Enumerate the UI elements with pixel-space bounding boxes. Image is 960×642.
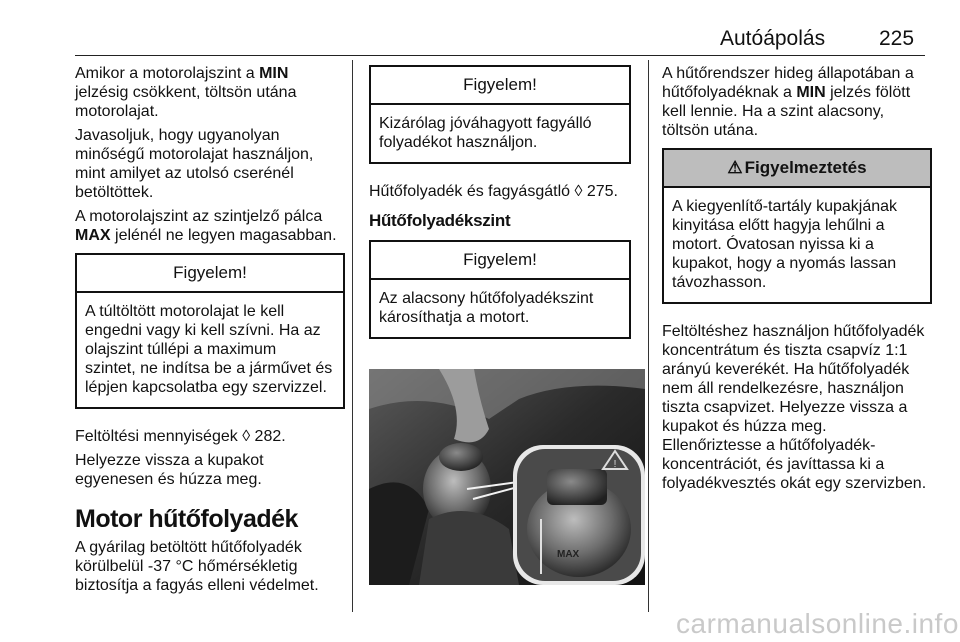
paragraph-replace-cap: Helyezze vissza a kupakot egyenesen és húzza meg.: [75, 452, 264, 488]
notice-title: Figyelem!: [371, 242, 629, 280]
paragraph-oil-quality: Javasoljuk, hogy ugyanolyan minőségű motorolajat használjon, mint amilyet az utolsó cserénél betöltöttek.: [75, 127, 314, 201]
column-1: [75, 64, 345, 600]
notice-box-low-coolant: [369, 240, 631, 339]
cross-reference-arrow-icon: ◊: [574, 183, 583, 200]
warning-body: A kiegyenlítő-tartály kupakjának kinyitása előtt hagyja lehűlni a motort. Óvatosan nyissa ki a kupakot, hogy a nyomás lassan távozhasson.: [672, 198, 898, 291]
coolant-reservoir-photo: [369, 369, 645, 585]
watermark: carmanualsonline.info: [676, 608, 959, 639]
notice-box-overfill: [75, 253, 345, 409]
paragraph-cold-level: A hűtőrendszer hideg állapotában a hűtőfolyadéknak a MIN jelzés fölött kell lennie. Ha a szint alacsony, töltsön utána.: [662, 65, 914, 139]
page-number: 225: [879, 27, 915, 50]
header-title: Autóápolás: [720, 27, 826, 50]
column-divider-right: [648, 60, 649, 612]
header-rule: [75, 55, 925, 56]
notice-body: Az alacsony hűtőfolyadékszint károsíthatja a motort.: [379, 290, 594, 326]
subheading-coolant-level: Hűtőfolyadékszint: [369, 211, 511, 230]
paragraph-fill-quantities: Feltöltési mennyiségek ◊ 282.: [75, 428, 286, 445]
svg-text:!: !: [613, 459, 617, 470]
warning-triangle-icon: ⚠: [727, 158, 743, 177]
notice-title: Figyelem!: [371, 67, 629, 105]
column-3: [662, 64, 932, 498]
column-divider-left: [352, 60, 353, 612]
max-label: MAX: [557, 549, 580, 560]
paragraph-max-level: A motorolajszint az szintjelző pálca MAX jelénél ne legyen magasabban.: [75, 208, 337, 244]
paragraph-min-level: Amikor a motorolajszint a MIN jelzésig csökkent, töltsön utána motorolajat.: [75, 65, 297, 120]
paragraph-refill-instructions: Feltöltéshez használjon hűtőfolyadék koncentrátum és tiszta csapvíz 1:1 arányú keverékét. Ha hűtőfolyadék nem áll rendelkezésre, használjon tiszta csapvizet. Helyezze vissza a kupakot és húzza meg. Ellenőriztesse a hűtőfolyadék- koncentrációt, és javíttassa ki a folyadékvesztés okát egy szervizben.: [662, 323, 927, 492]
cross-reference-arrow-icon: ◊: [242, 428, 251, 445]
section-heading: Motor hűtőfolyadék: [75, 505, 298, 533]
column-2: [369, 64, 631, 590]
notice-body: Kizárólag jóváhagyott fagyálló folyadékot használjon.: [379, 115, 592, 151]
warning-title: ⚠ Figyelmeztetés: [664, 150, 930, 188]
paragraph-factory-coolant: A gyárilag betöltött hűtőfolyadék körülbelül -37 °C hőmérsékletig biztosítja a fagyás elleni védelmet.: [75, 539, 319, 594]
notice-title: Figyelem!: [77, 255, 343, 293]
notice-box-antifreeze: [369, 65, 631, 164]
paragraph-coolant-reference: Hűtőfolyadék és fagyásgátló ◊ 275.: [369, 183, 618, 200]
notice-body: A túltöltött motorolajat le kell engedni vagy ki kell szívni. Ha az olajszint túllépi a maximum szintet, ne indítsa be a járművet és lépjen kapcsolatba egy szervizzel.: [85, 303, 333, 396]
warning-box: [662, 148, 932, 304]
